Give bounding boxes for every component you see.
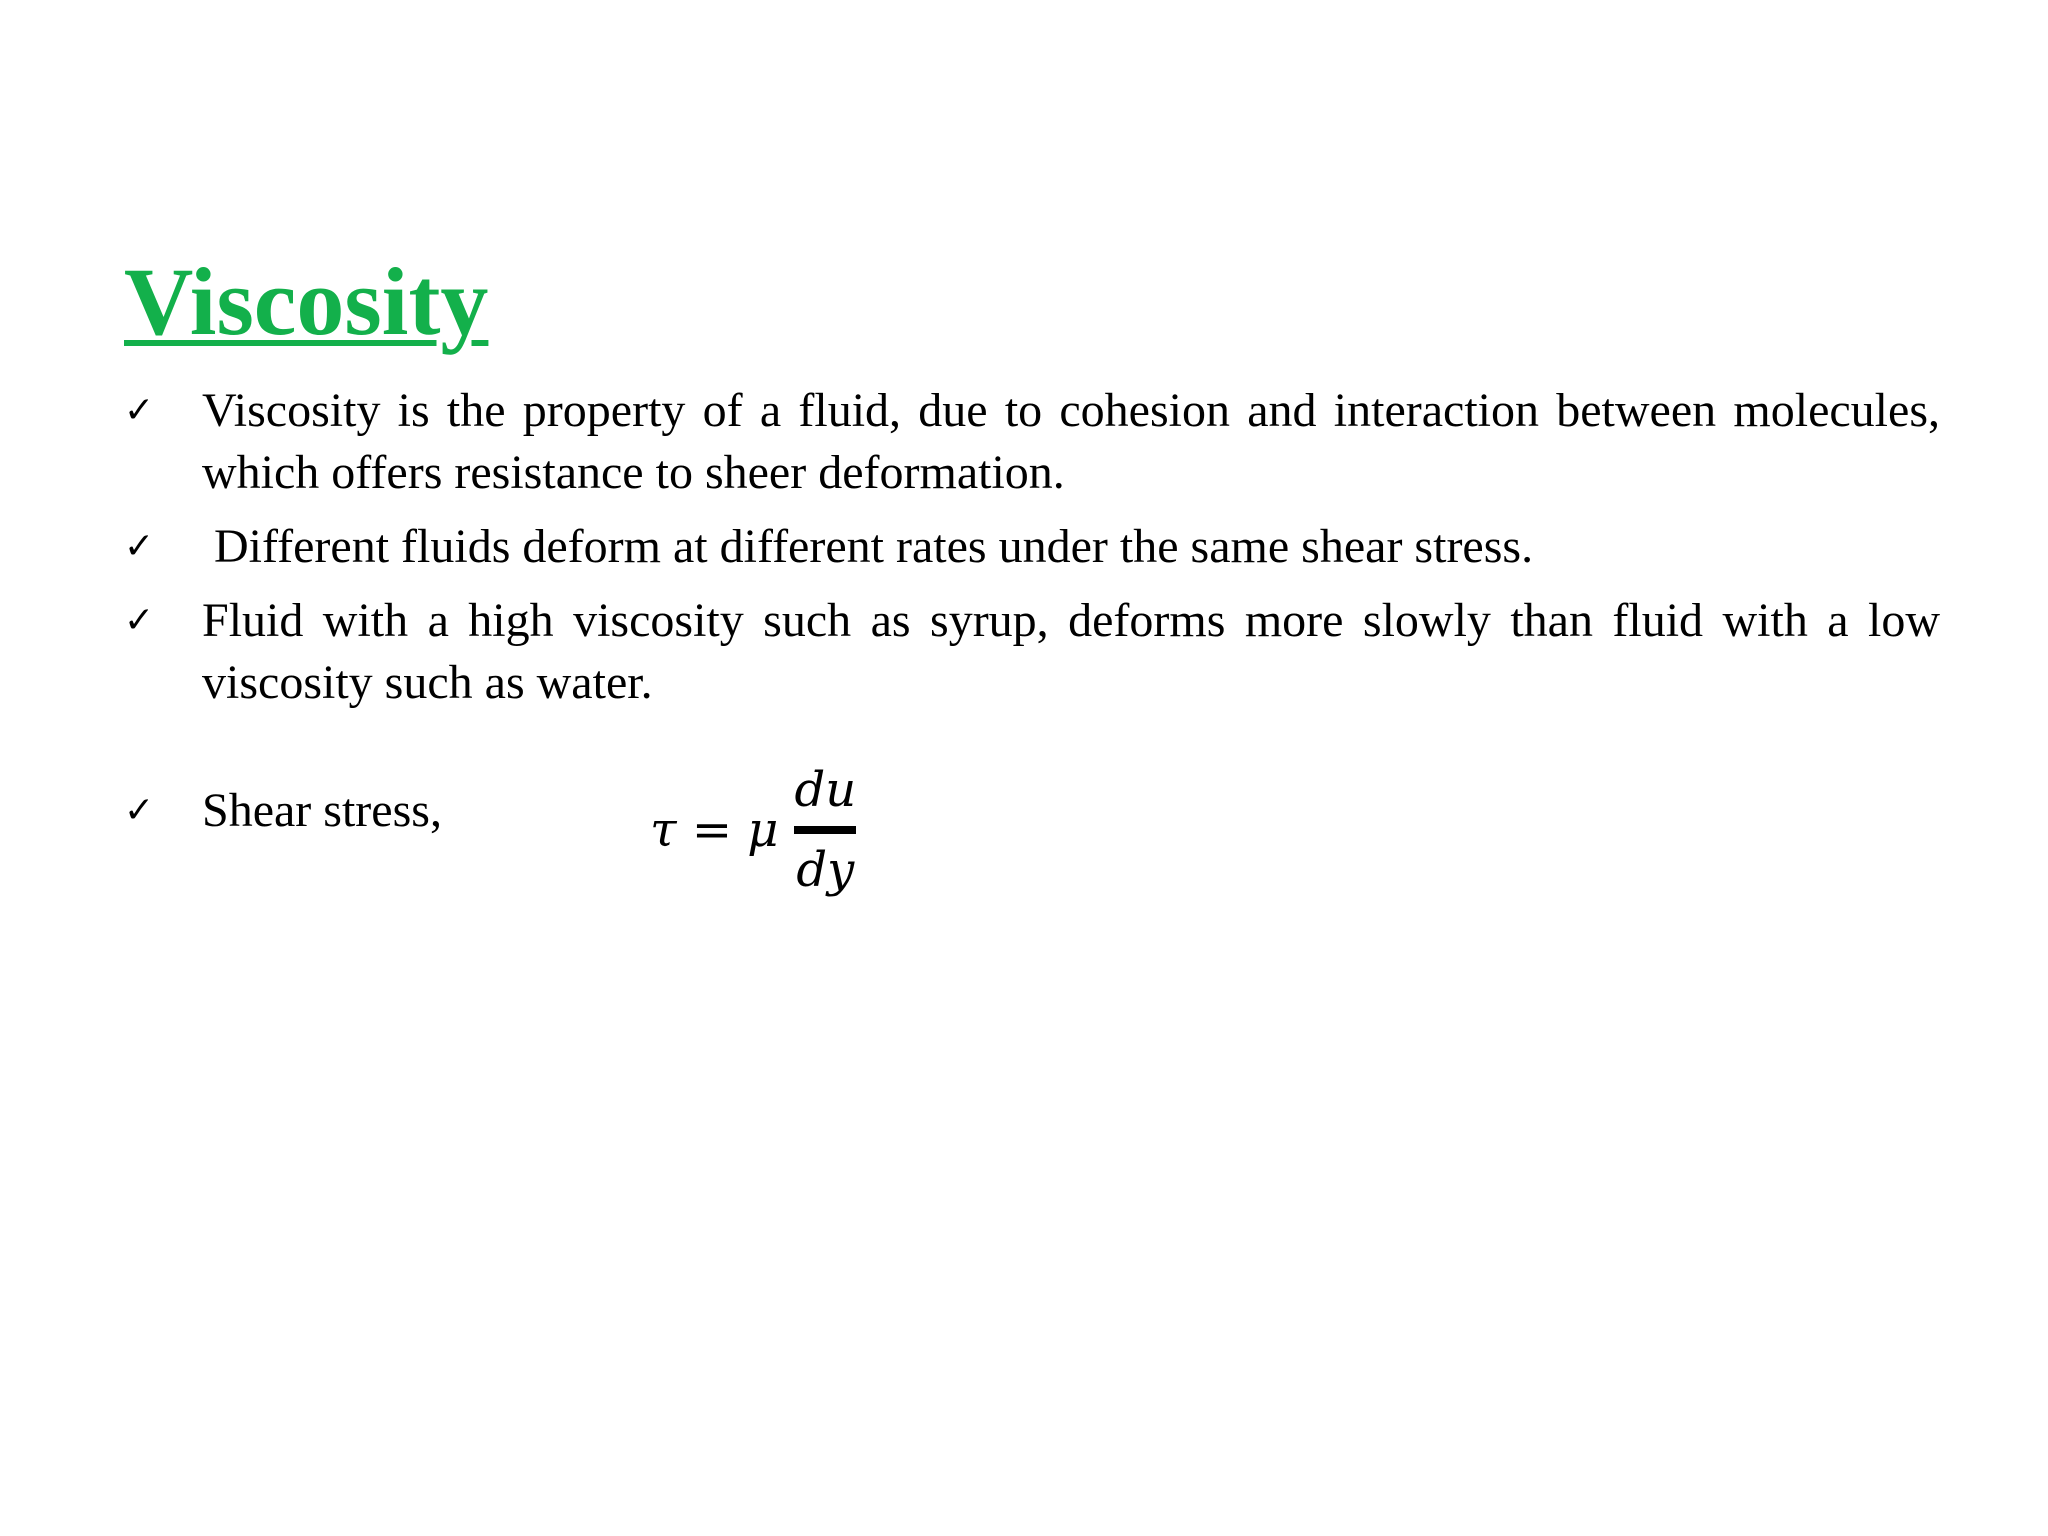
bullet-text: Fluid with a high viscosity such as syrup, deforms more slowly than fluid with a low viscosity such as water. xyxy=(202,594,1940,709)
bullet-list xyxy=(124,380,1940,980)
shear-stress-label: Shear stress, xyxy=(202,784,442,837)
formula-lhs: τ = μ xyxy=(650,802,779,858)
bullet-item xyxy=(124,516,1940,578)
bullet-item-shear-stress xyxy=(124,762,1940,980)
slide-title: Viscosity xyxy=(124,248,489,355)
formula-numerator: du xyxy=(794,762,857,818)
bullet-item xyxy=(124,380,1940,504)
bullet-text: Viscosity is the property of a fluid, due to cohesion and interaction between molecules, which offers resistance to sheer deformation. xyxy=(202,384,1940,499)
formula-fraction xyxy=(788,762,862,898)
bullet-text: Different fluids deform at different rates under the same shear stress. xyxy=(214,520,1534,573)
bullet-item xyxy=(124,590,1940,714)
fraction-bar xyxy=(794,826,856,834)
formula-denominator: dy xyxy=(796,842,855,898)
check-icon: ✓ xyxy=(124,600,155,641)
shear-stress-formula xyxy=(650,730,862,930)
check-icon: ✓ xyxy=(124,790,155,831)
check-icon: ✓ xyxy=(124,390,155,431)
check-icon: ✓ xyxy=(124,526,155,567)
